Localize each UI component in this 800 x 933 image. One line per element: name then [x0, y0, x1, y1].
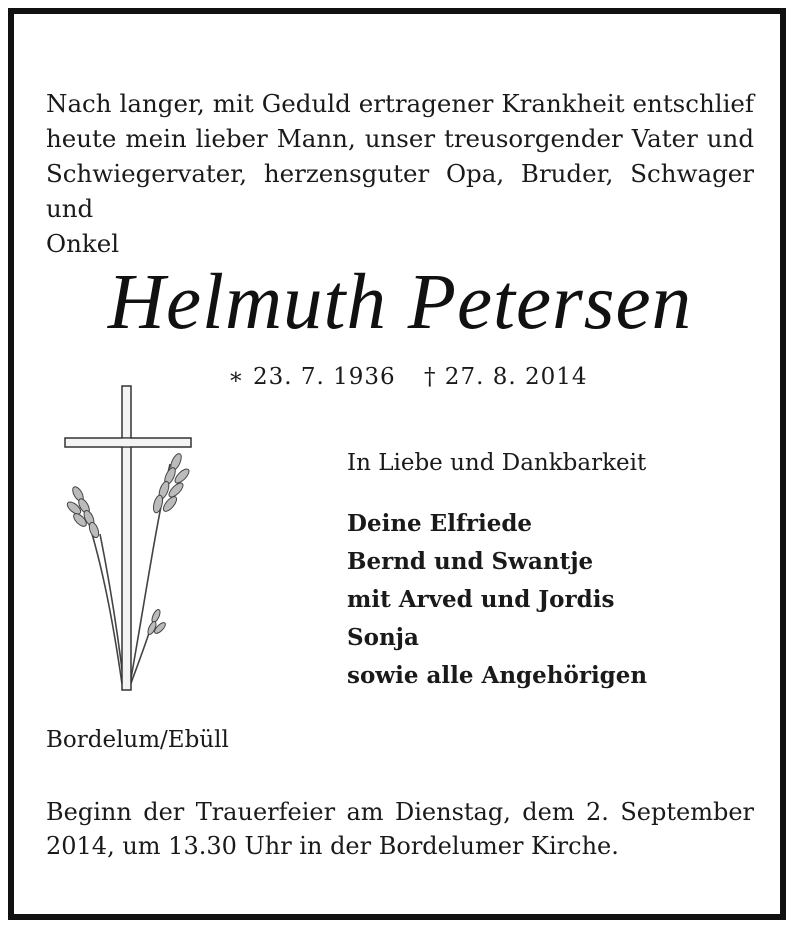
funeral-line: Beginn der Trauerfeier am Dienstag, dem 2. September: [46, 798, 754, 826]
funeral-line: 2014, um 13.30 Uhr in der Bordelumer Kirche.: [46, 832, 619, 860]
family-member: Bernd und Swantje: [347, 548, 594, 575]
place-line: Bordelum/Ebüll: [46, 727, 229, 753]
family-member: Sonja: [347, 624, 419, 651]
intro-text: [46, 86, 754, 261]
family-member: mit Arved und Jordis: [347, 586, 615, 613]
deceased-name: Helmuth Petersen: [107, 259, 693, 346]
thanks-line: In Liebe und Dankbarkeit: [347, 450, 647, 476]
family-member: Deine Elfriede: [347, 510, 533, 537]
intro-line: Schwiegervater, herzensguter Opa, Bruder, Schwager und: [46, 159, 754, 223]
family-list: [347, 505, 647, 695]
birth-date: ∗ 23. 7. 1936: [228, 364, 396, 390]
family-member: sowie alle Angehörigen: [347, 662, 648, 689]
intro-line: heute mein lieber Mann, unser treusorgender Vater und: [46, 124, 754, 153]
intro-line: Nach langer, mit Geduld ertragener Krankheit entschlief: [46, 89, 754, 118]
funeral-info: [46, 795, 754, 863]
intro-line: Onkel: [46, 229, 120, 258]
death-date: † 27. 8. 2014: [424, 364, 588, 390]
cross-with-wheat-icon: [60, 384, 200, 696]
